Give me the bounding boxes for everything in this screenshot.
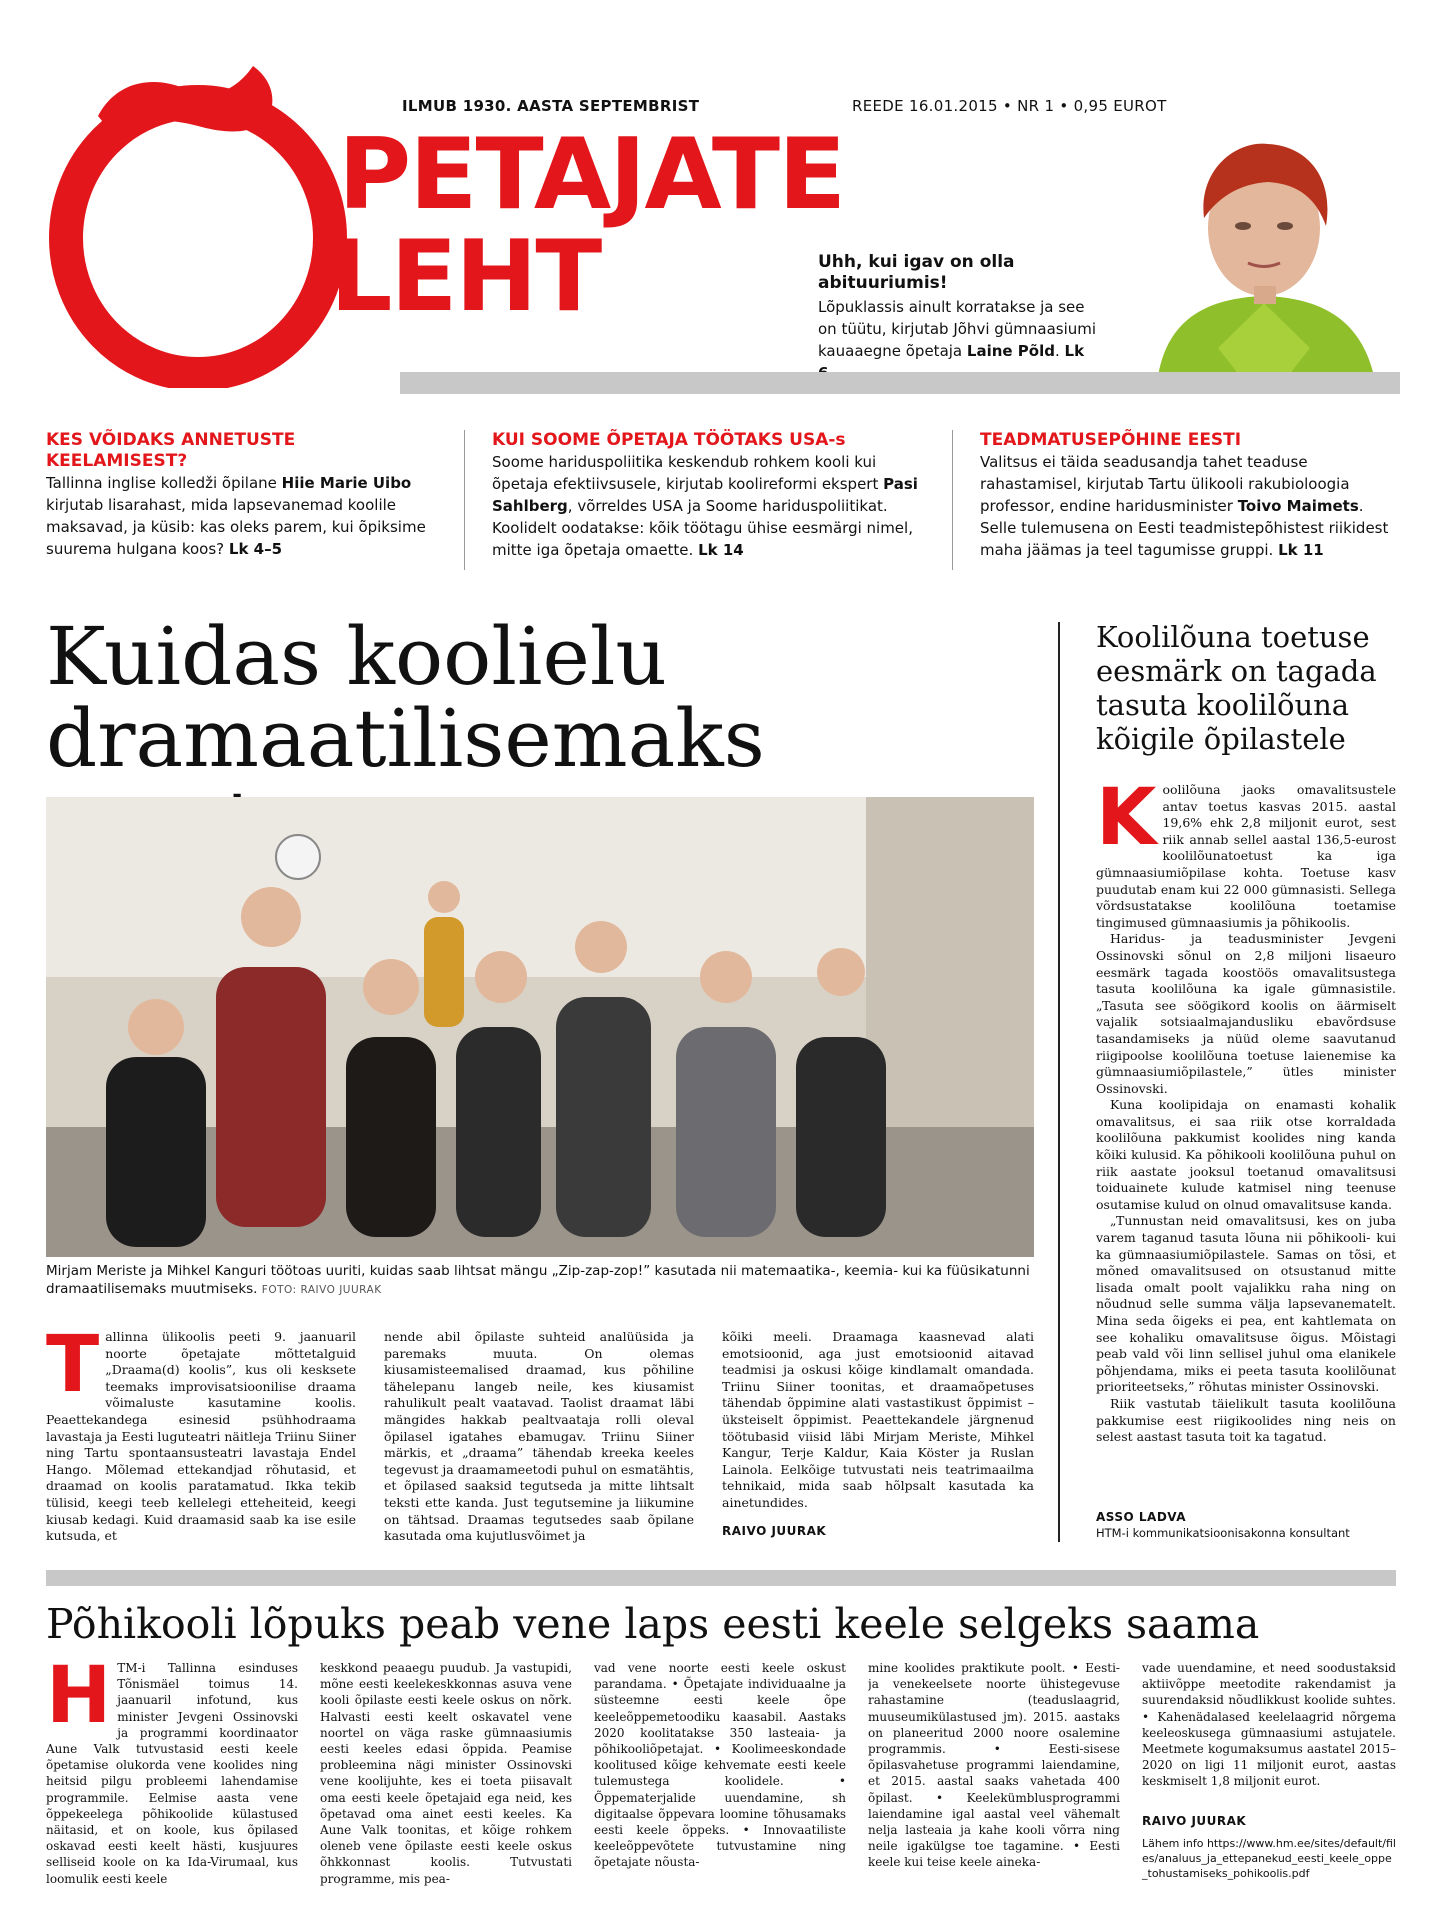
cover-teaser-page: Lk [1064, 342, 1085, 360]
bottom-band [46, 1570, 1396, 1586]
cover-teaser-name: Laine Põld [966, 342, 1055, 360]
teaser-divider-1 [464, 430, 465, 570]
bottom-dropcap: H [46, 1660, 112, 1741]
bottom-col-5 [1142, 1660, 1396, 1810]
side-divider [1058, 622, 1060, 1542]
teaser-1-headline: KES VÕIDAKS ANNETUSTE KEELAMISEST? [46, 430, 296, 471]
main-col-2-text: nende abil õpilaste suhteid analüüsida ja paremaks muuta. On olemas kiusamisteemalised draamad, kus põhiline tähelepanu langeb neile, kes kiusamist rahulikult pealt vaatavad. Taolist draamat läbi mängides hakkab pealtvaataja rolli oleval õpilasel igatahes ebamugav. Triinu Siiner märkis, et „draama” tähendab kreeka keeles tegevust ja draamameetodi puhul on esmatähtis, et õpilased saaksid tegutseda ja mitte lihtsalt teksti ette kanda. Just tegutsemine ja liikumine on tähtsad. Draamas tegutsedes saab õpilane kasutada oma kujutlusvõimet ja [384, 1329, 694, 1544]
teaser-2-headline: KUI SOOME ÕPETAJA TÖÖTAKS USA-s [492, 430, 846, 450]
masthead [0, 0, 1442, 400]
main-photo [46, 797, 1034, 1257]
teaser-3-headline: TEADMATUSEPÕHINE EESTI [980, 430, 1242, 450]
bottom-col-4-text: mine koolides praktikute poolt. • Eesti- ja venekeelsete noorte ühistegevuse rahastamine (teaduslaagrid, muuseumikülastused jm). 2015. aastaks on planeeritud 2000 noore osalemine programmis. • Eesti-sisese õpilasvahetuse programmi laiendamine, et 2015. aastal saaks vahetada 400 õpilast. • Keelekümblusprogrammi laiendamine igal aastal veel vähemalt nelja lasteaia ja kahe kooli võrra ning neile igakülgse toe tagamine. • Eesti keele kui teise keele aineka- [868, 1661, 1120, 1870]
main-photo-caption [46, 1262, 1034, 1299]
masthead-band [400, 372, 1400, 394]
bottom-col-3 [594, 1660, 846, 1910]
side-headline: Koolilõuna toetuse eesmärk on tagada tasuta koolilõuna kõigile õpilastele [1096, 620, 1377, 756]
bottom-byline: RAIVO JUURAK [1142, 1814, 1247, 1828]
teaser-3-body: Valitsus ei täida seadusandja tahet teaduse rahastamisel, kirjutab Tartu ülikooli rakubioloogia professor, endine haridusminister Toivo Maimets. Selle tulemusena on Eesti teadmistepõhistest riikidest maha jäämas ja teel tagumisse gruppi. Lk 11 [980, 453, 1389, 559]
more-info-link[interactable]: Lähem info https://www.hm.ee/sites/default/files/analuus_ja_ettepanekud_eesti_keele_oppe_tohustamiseks_pohikoolis.pdf [1142, 1837, 1396, 1880]
bottom-col-1-text: TM-i Tallinna esinduses Tõnismäel toimus 14. jaanuaril infotund, kus minister Jevgeni Ossinovski ja programmi koordinaator Aune Valk tutvustasid eesti keele õpetamise olukorda vene koolides ning heitsid pilgu probleemi lahendamise programmile. Eelmise aasta vene õppekeelega põhikoolide külastused näitasid, et on koole, kus õpilased oskavad eesti keelt hästi, kusjuures selliseid koole on ka Ida-Virumaal, kus loomulik eesti keele [46, 1661, 298, 1886]
bottom-col-3-text: vad vene noorte eesti keele oskust parandama. • Õpetajate individuaalne ja süsteemne eesti keele õpe keeleõppemetoodiku kaasabil. Aastaks 2020 koolitatakse 350 lasteaia- ja põhikooliõpetajat. • Koolimeeskondade koolitused kõige kehvemate eesti keele tulemustega koolidele. • Õppematerjalide uuendamine, sh digitaalse õppevara loomine tõhusamaks eesti keele õppeks. • Innovaatiliste keeleõppevõtete tutvustamine ning õpetajate nõusta- [594, 1661, 846, 1870]
side-p4: „Tunnustan neid omavalitsusi, kes on juba varem taganud tasuta lõuna nii põhikooli- kui ka gümnaasiumiõpilastele. Samas on tõsi, et mõned omavalitsused on otsustanud mitte lisada omalt poolt vajalikku raha ning on nõudnud selle summa välja lapsevanematelt. Mina seda õigeks ei pea, ent kahtlemata on see kohaliku omavalitsuse õigus. Mõistagi peab vald või linn sellisel juhul oma elanikele põhjendama, miks ei peeta tasuta koolilõunat prioriteetseks,” rõhutas minister Ossinovski. [1096, 1213, 1396, 1395]
photo-credit: FOTO: RAIVO JUURAK [261, 1284, 382, 1296]
cover-teaser-text: Lõpuklassis ainult korratakse ja see on tüütu, kirjutab Jõhvi gümnaasiumi kauaaegne õpetaja [818, 298, 1097, 360]
main-col-3-text: kõiki meeli. Draamaga kaasnevad alati emotsioonid, aga just emotsioonid aitavad teadmisi ja oskusi kõige kindlamalt omandada. Triinu Siiner toonitas, et draamaõpetuses tähendab õppimine alati vastastikust õppimist – üksteiselt õppimist. Peaettekandele järgnenud töötubasid viisid läbi Mirjam Meriste, Mihkel Kangur, Terje Kaldur, Kaia Köster ja Ruslan Lainola. Eelkõige tutvustati neis teatrimaailma tehnikaid, mida saab hõlpsalt kasutada ka ainetundides. [722, 1329, 1034, 1510]
portrait-photo [1128, 118, 1400, 376]
side-body [1096, 782, 1396, 1502]
side-p2: Haridus- ja teadusminister Jevgeni Ossinovski sõnul on 2,8 miljoni lisaeuro eesmärk tagada koostöös omavalitsustega tasuta koolilõuna ka igale gümnasistile. „Tasuta see söögikord koolis on äärmiselt vajalik sotsiaalmajandusliku ebavõrdsuse tasandamiseks ja nüüd oleme saavutanud riigipoolse koolilõuna toetuse laienemise ka gümnaasiumiõpilastele,” ütles minister Ossinovski. [1096, 931, 1396, 1096]
cover-teaser-body: Lõpuklassis ainult korratakse ja see on tüütu, kirjutab Jõhvi gümnaasiumi kauaaegne õpetaja Laine Põld. Lk [818, 296, 1098, 384]
teaser-row [46, 430, 1400, 570]
caption-text: Mirjam Meriste ja Mihkel Kanguri töötoas uuriti, kuidas saab lihtsat mängu „Zip-zap-zop!” kasutada nii matemaatika-, keemia- kui ka füüsikatunni dramaatilisemaks muutmiseks. [46, 1263, 1030, 1297]
cover-teaser-headline: Uhh, kui igav on olla abituuriumis! [818, 252, 1015, 293]
side-author: ASSO LADVA [1096, 1510, 1187, 1524]
side-author-title: HTM-i kommunikatsioonisakonna konsultant [1096, 1526, 1350, 1540]
main-byline: RAIVO JUURAK [722, 1524, 827, 1538]
cover-teaser[interactable] [818, 252, 1098, 384]
main-dropcap: T [46, 1329, 100, 1410]
bottom-col-2-text: keskkond peaaegu puudub. Ja vastupidi, mõne eesti keelekeskkonnas asuva vene kooli õpilaste eesti keele oskus on nõrk. Halvasti eesti keelt oskavatel vene noortel on väga raske gümnaasiumis eesti keeles edasi õppida. Peamise probleemina nägi minister Ossinovski vene koolijuhte, kes ei toeta piisavalt oma eesti keele õpetajaid ega neid, kes õpetavad oma ainet eesti keeles. Ka Aune Valk toonitas, et kõige rohkem oleneb vene õpilaste eesti keele oskus õhkkonnast koolis. Tutvustati programme, mis pea- [320, 1661, 572, 1886]
main-headline-line1: Kuidas koolielu [46, 610, 667, 703]
main-col-1-text: allinna ülikoolis peeti 9. jaanuaril noorte õpetajate mõttetalguid „Draama(d) koolis”, kus oli kesksete teemaks improvisatsioonilise draama võimaluste kasutamine koolis. Peaettekandega esinesid psühhodraama lavastaja ja Eesti luguteatri näitleja Triinu Siiner ning Tartu spontaansusteatri lavastaja Endel Hango. Mõlemad ettekandjad rõhutasid, et draamad on koolis paratamatud. Ikka tekib tülisid, keegi teeb kellelegi etteheiteid, keegi kiusab kedagi. Kuid draamasid saab ka ise esile kutsuda, et [46, 1329, 356, 1544]
issue-line: REEDE 16.01.2015 • NR 1 • 0,95 EUROT [852, 97, 1167, 115]
bottom-col-2 [320, 1660, 572, 1910]
bottom-headline: Põhikooli lõpuks peab vene laps eesti keele selgeks saama [46, 1600, 1260, 1648]
main-col-1 [46, 1329, 356, 1549]
side-p5: Riik vastutab täielikult tasuta koolilõuna pakkumise eest riigikoolides ning neis on selest aastast tasuta toit ka tagatud. [1096, 1395, 1396, 1445]
main-col-2 [384, 1329, 694, 1549]
side-p3: Kuna koolipidaja on enamasti kohalik omavalitsus, ei saa riik otse korraldada koolilõuna pakkumist koolides ning kanda kõiki kulusid. Ka põhikooli koolilõuna puhul on riik aastate jooksul toetanud omavalitsusi toiduainete kulude katmisel ning teenuse osutamise kulud on olnud omavalitsuse kanda. [1096, 1097, 1396, 1212]
teaser-divider-2 [952, 430, 953, 570]
teaser-1-body: Tallinna inglise kolledži õpilane Hiie Marie Uibo kirjutab lisarahast, mida lapsevanemad koolile maksavad, ja küsib: kas oleks parem, kui õpiksime suurema hulgana koos? Lk 4–5 [46, 474, 426, 558]
bottom-col-1 [46, 1660, 298, 1910]
bottom-col-5-text: vade uuendamine, et need soodustaksid aktiivõppe meetodite rakendamist ja suurendaksid nõudlikkust koolide suhtes. • Kahenädalased keelelaagrid nõrgema keeleoskusega gümnaasiumi astujatele. Meetmete kogumaksumus aastatel 2015–2020 on ligi 11 miljonit eurot, aastas keskmiselt 1,8 miljonit eurot. [1142, 1661, 1396, 1789]
teaser-2-body: Soome hariduspoliitika keskendub rohkem kooli kui õpetaja efektiivsusele, kirjutab koolireformi ekspert Pasi Sahlberg, võrreldes USA ja Soome hariduspoliitikat. Koolidelt oodatakse: kõik töötagu ühise eesmärgi nimel, mitte iga õpetaja omaette. Lk 14 [492, 453, 918, 559]
teaser-2[interactable] [492, 430, 932, 561]
logo-leht: LEHT [330, 220, 601, 334]
bottom-col-4 [868, 1660, 1120, 1910]
teaser-3[interactable] [980, 430, 1400, 561]
main-headline-line2: dramaatilisemaks [46, 692, 765, 785]
teaser-1[interactable] [46, 430, 426, 560]
side-p1: oolilõuna jaoks omavalitsustele antav toetus kasvas 2015. aastal 19,6% ehk 2,8 miljonit eurot, sest riik annab sellel aastal 136,5-eurost koolilõunatoetust ka iga gümnaasiumiõpilase kohta. Toetuse kasv puudutab enam kui 22 000 gümnasisti. Sellega võrdsustatakse koolilõuna toetamise tingimused gümnaasiumis ja põhikoolis. [1096, 782, 1396, 930]
logo-ring [38, 38, 358, 388]
side-dropcap: K [1096, 782, 1157, 863]
main-col-3 [722, 1329, 1034, 1519]
since-line: ILMUB 1930. AASTA SEPTEMBRIST [402, 97, 700, 115]
logo-petajate: PETAJATE [338, 118, 845, 232]
